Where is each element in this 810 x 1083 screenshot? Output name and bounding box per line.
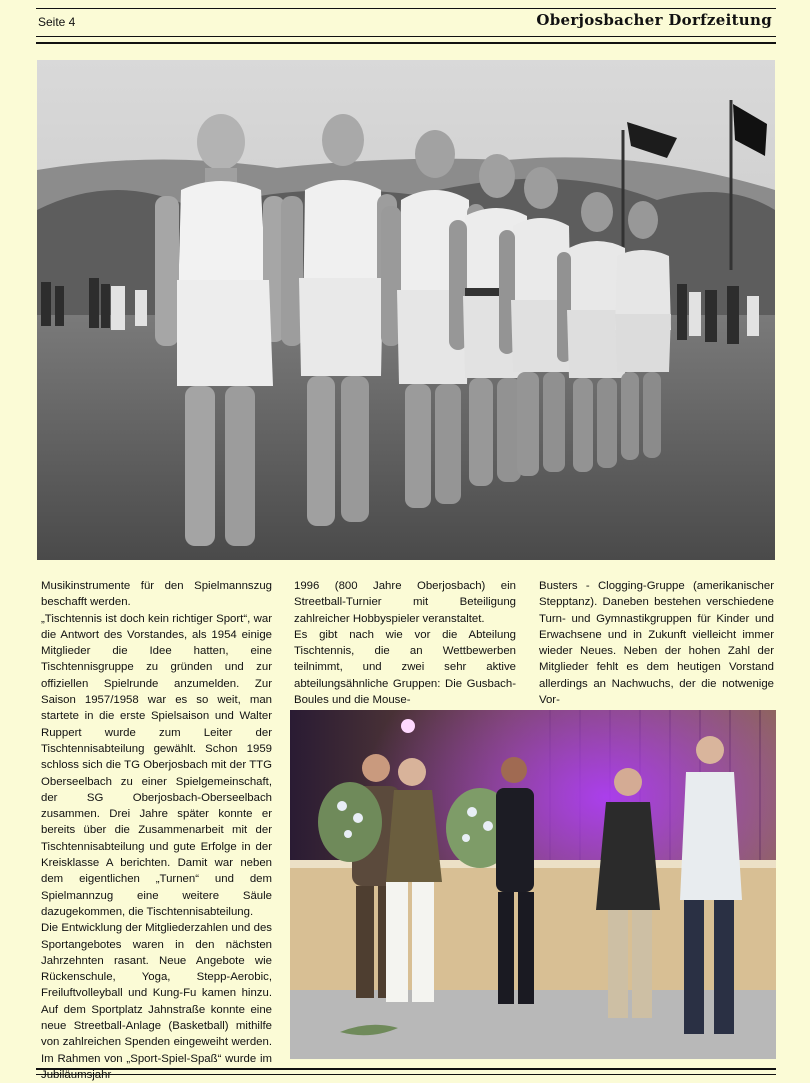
footer-rule-bottom: [36, 1074, 776, 1075]
article-column-1: [41, 578, 272, 1083]
paragraph: Musikinstrumente für den Spielmannszug beschafft werden.: [41, 580, 272, 609]
historic-athletes-photo: [37, 60, 775, 560]
paragraph: 1996 (800 Jahre Oberjosbach) ein Streetball-Turnier mit Beteiligung zahlreicher Hobbyspieler veranstaltet.: [294, 580, 516, 625]
header-rule-bottom: [36, 42, 776, 44]
footer-rule-top: [36, 1068, 776, 1070]
paragraph: „Tischtennis ist doch kein richtiger Sport“, war die Antwort des Vorstandes, als 1954 einige Mitglieder die Idee hatten, eine Tischtennisgruppe zu gründen und zur offiziellen Spielrunde anzumelden. Zur Saison 1957/1958 war es so weit, man startete in die erste Spielsaison und Walter Ruppert wurde zum Leiter der Tischtennisabteilung gewählt. Schon 1959 schloss sich die TG Oberjosbach mit der TTG Oberseelbach zu einer Spielgemeinschaft, der SG Oberjosbach-Oberseelbach zusammen. Drei Jahre später konnte er bereits über die Zusammenarbeit mit der Tischtennisabteilung und gute Erfolge in der Kreisklasse A berichten. Damit war neben dem eigentlichen „Turnen“ und dem Spielmannzug eine weitere Säule dazugekommen, die Tischtennisabteilung.: [41, 612, 272, 918]
paragraph: Es gibt nach wie vor die Abteilung Tischtennis, die an Wettbewerben teilnimmt, und zwei sehr aktive abteilungsähnliche Gruppen: Die Gusbach-Boules und die Mouse-: [294, 628, 516, 707]
page-number: Seite 4: [38, 15, 76, 29]
newspaper-title: Oberjosbacher Dorfzeitung: [536, 11, 772, 29]
honorees-stage-photo: [290, 710, 776, 1059]
paragraph: Die Entwicklung der Mitgliederzahlen und des Sportangebotes waren in den nächsten Jahrzehnten rasant. Neue Angebote wie Rückenschule, Yoga, Stepp-Aerobic, Freiluftvolleyball und Kung-Fu kamen hinzu. Auf dem Sportplatz Jahnstraße konnte eine neue Streetball-Anlage (Basketball) mithilfe von zahlreichen Spenden eingeweiht werden. Im Rahmen von „Sport-Spiel-Spaß“ wurde im: [41, 922, 272, 1065]
article-column-2: [294, 578, 516, 708]
header-rule-top: [36, 8, 776, 9]
article-column-3: [539, 578, 774, 708]
header-rule-middle: [36, 36, 776, 37]
paragraph: Busters - Clogging-Gruppe (amerikanischer Stepptanz). Daneben bestehen verschiedene Turn- und Gymnastikgruppen für Kinder und Erwachsene und in Zukunft vielleicht immer wieder Neues. Neben der hohen Zahl der Mitglieder fehlt es dem heutigen Vorstand allerdings an Nachwuchs, der die notwenige Vor-: [539, 580, 774, 707]
